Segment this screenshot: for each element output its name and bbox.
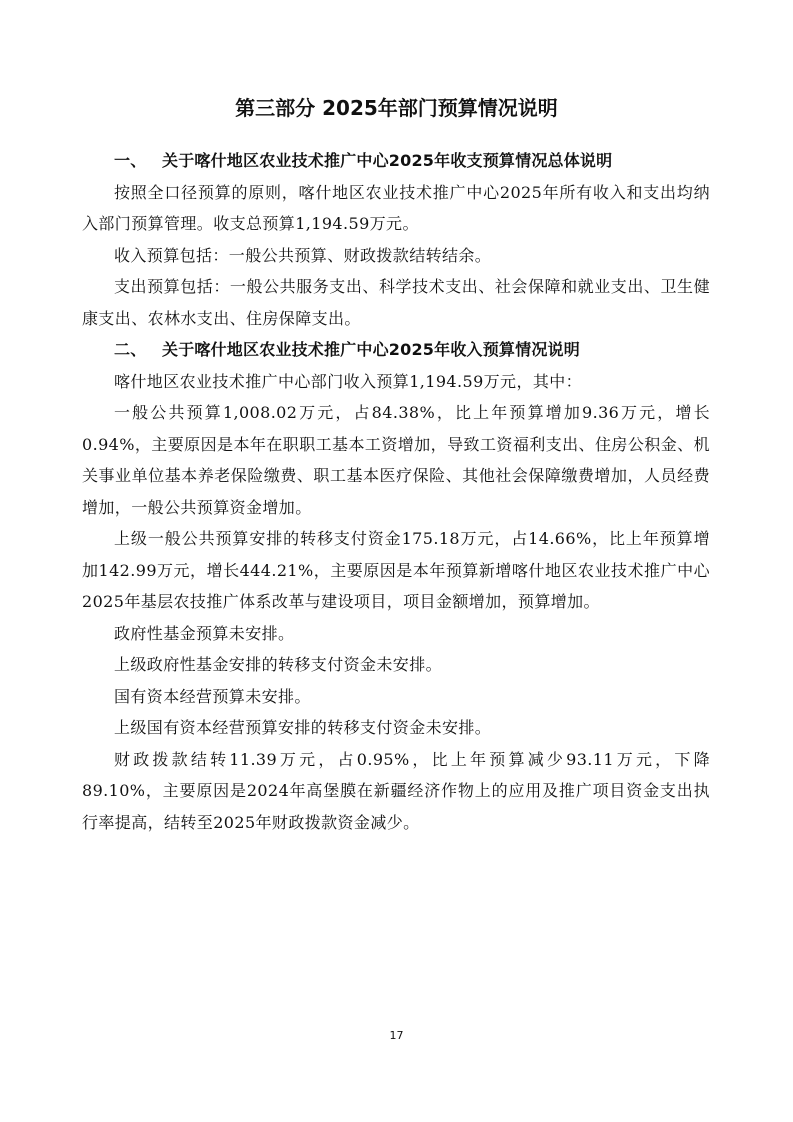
- page-title: 第三部分 2025年部门预算情况说明: [235, 96, 558, 120]
- section-2-paragraph-8: 财政拨款结转11.39万元，占0.95%，比上年预算减少93.11万元，下降89.10%，主要原因是2024年高堡膜在新疆经济作物上的应用及推广项目资金支出执行率提高，结转至2025年财政拨款资金减少。: [82, 749, 710, 832]
- section-2-paragraph-4: 政府性基金预算未安排。: [114, 623, 295, 643]
- section-1-paragraph-3: 支出预算包括：一般公共服务支出、科学技术支出、社会保障和就业支出、卫生健康支出、农林水支出、住房保障支出。: [82, 277, 710, 328]
- section-2-paragraph-2: 一般公共预算1,008.02万元，占84.38%，比上年预算增加9.36万元，增长0.94%，主要原因是本年在职职工基本工资增加，导致工资福利支出、住房公积金、机关事业单位基本养老保险缴费、职工基本医疗保险、其他社会保障缴费增加，人员经费增加，一般公共预算资金增加。: [82, 403, 710, 517]
- section-2-paragraph-1: 喀什地区农业技术推广中心部门收入预算1,194.59万元，其中：: [114, 371, 583, 391]
- page-number: 17: [389, 1029, 404, 1042]
- section-2-paragraph-7: 上级国有资本经营预算安排的转移支付资金未安排。: [114, 718, 492, 737]
- section-2-number: 二、: [114, 340, 147, 359]
- section-2-paragraph-6: 国有资本经营预算未安排。: [114, 686, 311, 706]
- section-1-paragraph-1: 按照全口径预算的原则，喀什地区农业技术推广中心2025年所有收入和支出均纳入部门预算管理。收支总预算1,194.59万元。: [82, 182, 710, 233]
- section-1-heading-text: 关于喀什地区农业技术推广中心2025年收支预算情况总体说明: [162, 151, 613, 170]
- section-1-heading: [82, 145, 710, 177]
- section-2-heading: [82, 334, 710, 366]
- section-1-paragraph-2: 收入预算包括：一般公共预算、财政拨款结转结余。: [114, 245, 492, 265]
- section-2-paragraph-3: 上级一般公共预算安排的转移支付资金175.18万元，占14.66%，比上年预算增加142.99万元，增长444.21%，主要原因是本年预算新增喀什地区农业技术推广中心2025年基层农技推广体系改革与建设项目，项目金额增加，预算增加。: [82, 529, 710, 611]
- section-2-paragraph-5: 上级政府性基金安排的转移支付资金未安排。: [114, 655, 443, 674]
- document-body: [82, 145, 710, 838]
- section-2-heading-text: 关于喀什地区农业技术推广中心2025年收入预算情况说明: [162, 340, 580, 359]
- section-1-number: 一、: [114, 151, 147, 170]
